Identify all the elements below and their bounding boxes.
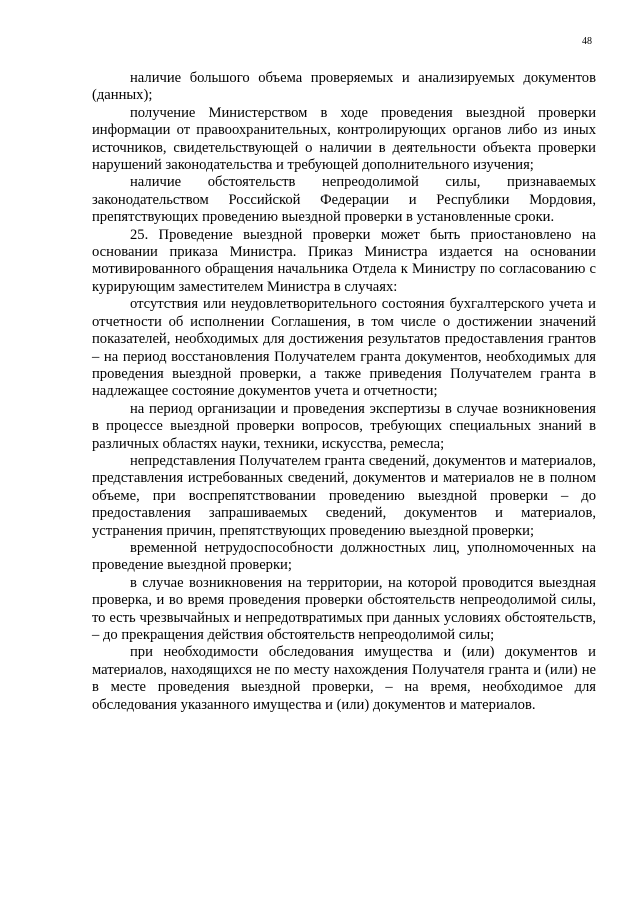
page-number: 48 — [582, 36, 592, 47]
paragraph: наличие большого объема проверяемых и анализируемых документов (данных); — [92, 70, 596, 104]
paragraph: 25. Проведение выездной проверки может быть приостановлено на основании приказа Министра. Приказ Министра издается на основании мотивированного обращения начальника Отдела к Министру по согласованию с курирующим заместителем Министра в случаях: — [92, 226, 596, 295]
paragraph: непредставления Получателем гранта сведений, документов и материалов, представления истребованных сведений, документов и материалов не в полном объеме, при воспрепятствовании проведению выездной проверки – до предоставления запрашиваемых сведений, документов и материалов, устранения причин, препятствующих проведению выездной проверки; — [92, 452, 596, 539]
paragraph: получение Министерством в ходе проведения выездной проверки информации от правоохранительных, контролирующих органов либо из иных источников, свидетельствующей о наличии в деятельности объекта проверки нарушений законодательства и требующей дополнительного изучения; — [92, 104, 596, 174]
paragraph: на период организации и проведения экспертизы в случае возникновения в процессе выездной проверки вопросов, требующих специальных знаний в различных областях науки, техники, искусства, ремесла; — [92, 400, 596, 452]
document-body — [92, 70, 596, 714]
paragraph: при необходимости обследования имущества и (или) документов и материалов, находящихся не по месту нахождения Получателя гранта и (или) не в месте проведения выездной проверки, – на время, необходимое для обследования указанного имущества и (или) документов и материалов. — [92, 644, 596, 713]
paragraph: временной нетрудоспособности должностных лиц, уполномоченных на проведение выездной проверки; — [92, 539, 596, 574]
paragraph: наличие обстоятельств непреодолимой силы, признаваемых законодательством Российской Федерации и Республики Мордовия, препятствующих проведению выездной проверки в установленные сроки. — [92, 174, 596, 226]
paragraph: в случае возникновения на территории, на которой проводится выездная проверка, и во время проведения проверки обстоятельств непреодолимой силы, то есть чрезвычайных и непредотвратимых при данных условиях обстоятельств, – до прекращения действия обстоятельств непреодолимой силы; — [92, 574, 596, 643]
paragraph: отсутствия или неудовлетворительного состояния бухгалтерского учета и отчетности об исполнении Соглашения, в том числе о достижении значений показателей, необходимых для достижения результатов предоставления грантов – на период восстановления Получателем гранта документов, необходимых для проведения выездной проверки, а также приведения Получателем гранта в надлежащее состояние документов учета и отчетности; — [92, 296, 596, 400]
